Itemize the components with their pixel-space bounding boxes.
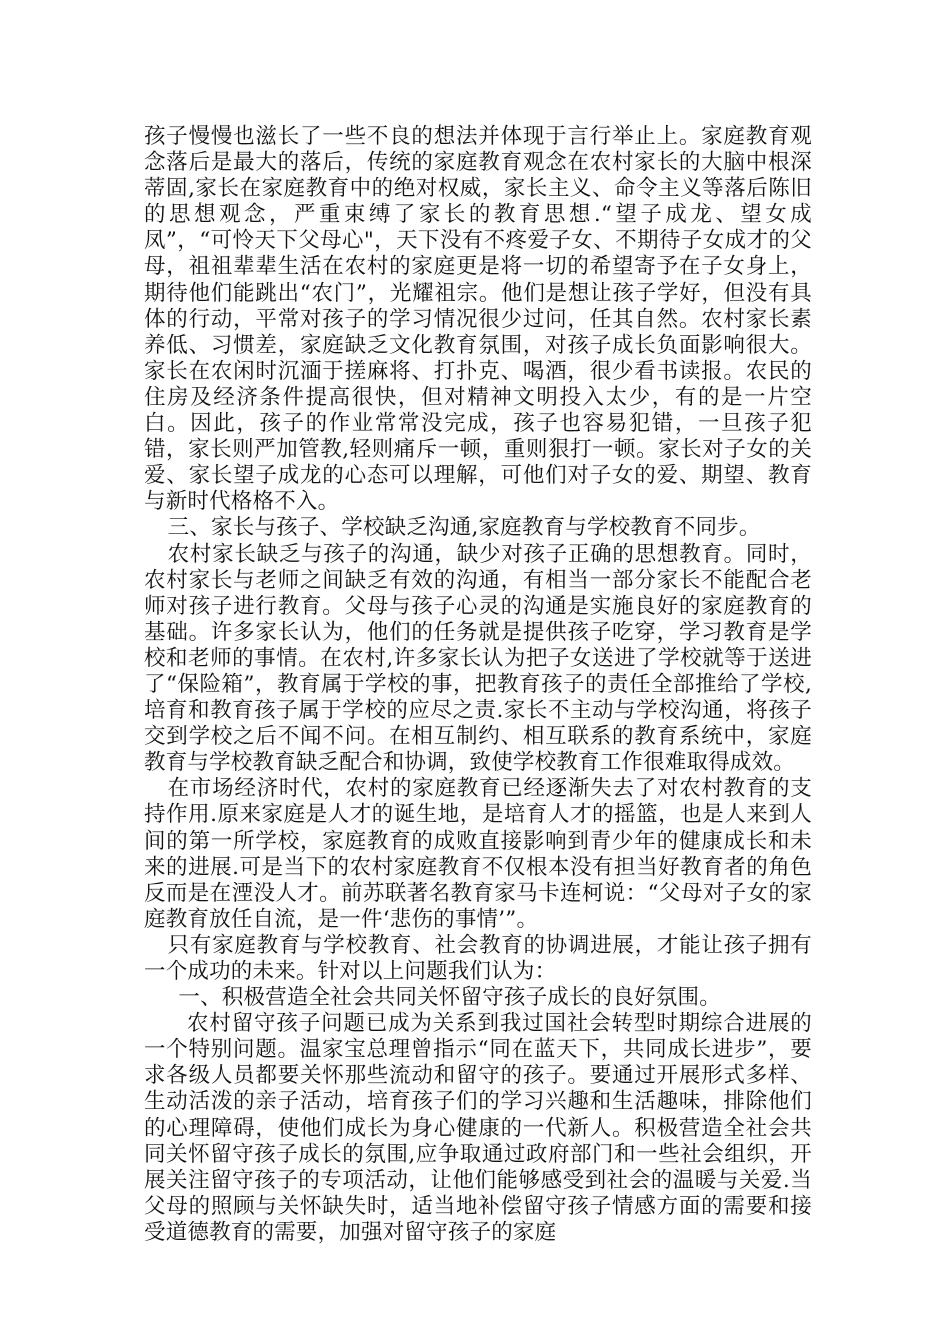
paragraph-1: 孩子慢慢也滋长了一些不良的想法并体现于言行举止上。家庭教育观念落后是最大的落后，传统的家庭教育观念在农村家长的大脑中根深蒂固,家长在家庭教育中的绝对权威，家长主义、命令主义等落后陈旧的思想观念，严重束缚了家长的教育思想.“望子成龙、望女成凤”，“可怜天下父母心"，天下没有不疼爱子女、不期待子女成才的父母，祖祖辈辈生活在农村的家庭更是将一切的希望寄予在子女身上，期待他们能跳出“农门”，光耀祖宗。他们是想让孩子学好，但没有具体的行动，平常对孩子的学习情况很少过问，任其自然。农村家长素养低、习惯差，家庭缺乏文化教育氛围，对孩子成长负面影响很大。家长在农闲时沉湎于搓麻将、打扑克、喝酒，很少看书读报。农民的住房及经济条件提高很快，但对精神文明投入太少，有的是一片空白。因此，孩子的作业常常没完成，孩子也容易犯错，一旦孩子犯错，家长则严加管教,轻则痛斥一顿，重则狠打一顿。家长对子女的关爱、家长望子成龙的心态可以理解，可他们对子女的爱、期望、教育与新时代格格不入。 — [144, 124, 812, 515]
paragraph-5: 农村留守孩子问题已成为关系到我过国社会转型时期综合进展的一个特别问题。温家宝总理曾指示“同在蓝天下，共同成长进步”，要求各级人员都要关怀那些流动和留守的孩子。要通过开展形式多样、生动活泼的亲子活动，培育孩子们的学习兴趣和生活趣味，排除他们的心理障碍，使他们成长为身心健康的一代新人。积极营造全社会共同关怀留守孩子成长的氛围,应争取通过政府部门和一些社会组织，开展关注留守孩子的专项活动，让他们能够感受到社会的温暖与关爱.当父母的照顾与关怀缺失时，适当地补偿留守孩子情感方面的需要和接受道德教育的需要，加强对留守孩子的家庭 — [144, 1011, 812, 1245]
section-heading-3: 三、家长与孩子、学校缺乏沟通,家庭教育与学校教育不同步。 — [167, 515, 761, 541]
section-heading-1: 一、积极营造全社会共同关怀留守孩子成长的良好氛围。 — [178, 985, 721, 1011]
paragraph-3: 在市场经济时代，农村的家庭教育已经逐渐失去了对农村教育的支持作用.原来家庭是人才的诞生地，是培育人才的摇篮，也是人来到人间的第一所学校，家庭教育的成败直接影响到青少年的健康成长和未来的进展.可是当下的农村家庭教育不仅根本没有担当好教育者的角色反而是在湮没人才。前苏联著名教育家马卡连柯说：“父母对子女的家庭教育放任自流，是一件‘悲伤的事情’”。 — [144, 776, 812, 932]
paragraph-4: 只有家庭教育与学校教育、社会教育的协调进展，才能让孩子拥有一个成功的未来。针对以上问题我们认为： — [144, 932, 812, 984]
paragraph-2: 农村家长缺乏与孩子的沟通，缺少对孩子正确的思想教育。同时，农村家长与老师之间缺乏有效的沟通，有相当一部分家长不能配合老师对孩子进行教育。父母与孩子心灵的沟通是实施良好的家庭教育的基础。许多家长认为，他们的任务就是提供孩子吃穿，学习教育是学校和老师的事情。在农村,许多家长认为把子女送进了学校就等于送进了“保险箱”，教育属于学校的事，把教育孩子的责任全部推给了学校,培育和教育孩子属于学校的应尽之责.家长不主动与学校沟通，将孩子交到学校之后不闻不问。在相互制约、相互联系的教育系统中，家庭教育与学校教育缺乏配合和协调，致使学校教育工作很难取得成效。 — [144, 541, 812, 776]
document-page — [144, 124, 812, 1246]
